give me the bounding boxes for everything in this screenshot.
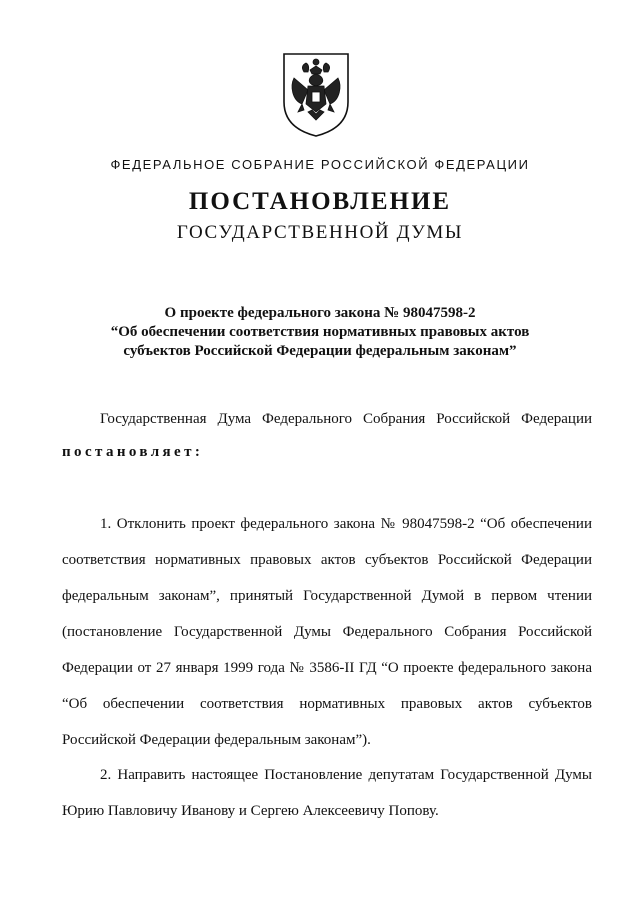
item-1-line: Российской Федерации федеральным законам”). xyxy=(62,732,371,748)
item-1-line: 1. Отклонить проект федерального закона № 98047598-2 “Об обеспечении xyxy=(100,516,592,532)
item-1-line: соответствия нормативных правовых актов субъектов Российской Федерации xyxy=(62,552,592,568)
item-1-line: “Об обеспечении соответствия нормативных правовых актов субъектов xyxy=(62,696,592,712)
item-1-line: (постановление Государственной Думы Федерального Собрания Российской xyxy=(62,624,592,640)
document-type: ПОСТАНОВЛЕНИЕ xyxy=(188,188,452,215)
subject-line: “Об обеспечении соответствия нормативных правовых актов xyxy=(110,324,530,340)
subject-line: субъектов Российской Федерации федеральным законам” xyxy=(123,343,517,359)
document-subject xyxy=(90,304,550,361)
decides-word: постановляет: xyxy=(62,444,204,460)
organization-name: ФЕДЕРАЛЬНОЕ СОБРАНИЕ РОССИЙСКОЙ ФЕДЕРАЦИИ xyxy=(110,157,530,172)
item-2-line: Юрию Павловичу Иванову и Сергею Алексеевичу Попову. xyxy=(62,803,439,819)
item-1-line: Федерации от 27 января 1999 года № 3586-II ГД “О проекте федерального закона xyxy=(62,660,592,676)
item-2-line: 2. Направить настоящее Постановление депутатам Государственной Думы xyxy=(100,767,592,783)
item-2 xyxy=(62,765,592,821)
preamble-line: Государственная Дума Федерального Собрания Российской Федерации xyxy=(100,411,592,427)
preamble xyxy=(62,409,592,429)
coat-of-arms-icon xyxy=(280,50,352,138)
item-1 xyxy=(62,514,592,750)
issuer-name: ГОСУДАРСТВЕННОЙ ДУМЫ xyxy=(176,222,464,243)
subject-line: О проекте федерального закона № 98047598-2 xyxy=(164,305,476,321)
item-1-line: федеральным законам”, принятый Государственной Думой в первом чтении xyxy=(62,588,592,604)
